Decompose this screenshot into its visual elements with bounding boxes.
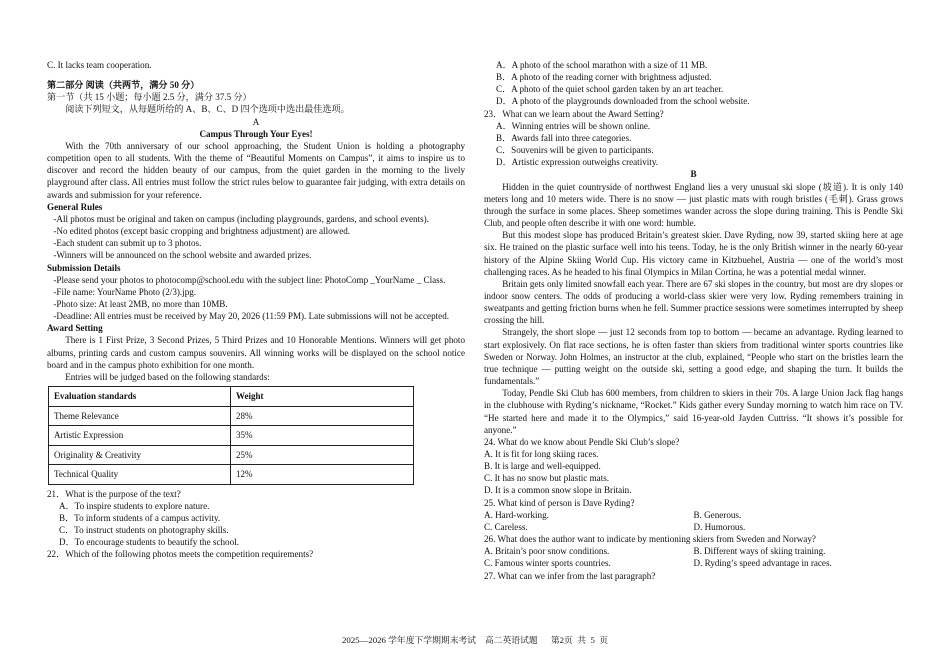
answer-option: A．To inspire students to explore nature. <box>59 500 210 511</box>
general-rule: -Winners will be announced on the school website and awarded prizes. <box>53 250 312 261</box>
general-rule: -No edited photos (except basic cropping and brightness adjustment) are allowed. <box>53 226 351 237</box>
table-header-row <box>49 387 414 407</box>
table-cell: 12% <box>231 465 414 485</box>
spacer <box>47 71 465 79</box>
passage-label-a: A <box>252 116 260 127</box>
question-stem: 26. What does the author want to indicate by mentioning skiers from Sweden and Norway? <box>484 534 816 545</box>
passage-label-b: B <box>690 169 697 180</box>
answer-option: B. Generous. <box>693 509 742 520</box>
question-stem: 23．What can we learn about the Award Setting? <box>484 108 664 119</box>
q20-option-c: C. It lacks team cooperation. <box>47 60 152 70</box>
table-cell: 35% <box>231 426 414 446</box>
answer-option: C. It has no snow but plastic mats. <box>484 473 610 484</box>
answer-option: C. Careless. <box>484 521 528 532</box>
table-row <box>49 426 414 446</box>
submission-heading: Submission Details <box>47 262 121 273</box>
answer-option: C. Famous winter sports countries. <box>484 558 611 569</box>
submission-rule: -File name: YourName Photo (2/3).jpg. <box>53 286 197 297</box>
answer-option: D．A photo of the playgrounds downloaded from the school website. <box>496 96 750 107</box>
general-rule: -All photos must be original and taken on campus (including playgrounds, gardens, and school events). <box>53 213 429 224</box>
table-cell: 25% <box>231 445 414 465</box>
answer-option: B．To inform students of a campus activity. <box>59 512 221 523</box>
passage-paragraph: Hidden in the quiet countryside of northwest England lies a very unusual ski slope (坡道). It is only 140 meters long and 10 meters wide. There is no snow — just plastic mats with rough bristles (毛刺). Grass grows through the surface in some places. Sheep sometimes wander across the slope during training. This is Pendle Ski Club, and people often describe it with one word: humble. <box>484 181 903 229</box>
passage-paragraph: But this modest slope has produced Britain’s greatest skier. Dave Ryding, now 39, started skiing here at age six. He trained on the plastic surface well into his teens. Today, he is the only British winner in the nearly 60-year history of the Alpine Skiing World Cup. His victory came in Kitzbuehel, Austria — one of the world’s most challenging races. As he headed to his final Olympics in Milan Cortina, he was a potential medal winner. <box>484 230 903 277</box>
instruction: 阅读下列短文，从每题所给的 A、B、C、D 四个选项中选出最佳选项。 <box>65 104 350 115</box>
answer-option: A．A photo of the school marathon with a size of 11 MB. <box>496 60 708 70</box>
question-stem: 21．What is the purpose of the text? <box>47 488 181 499</box>
section-title: 第一节（共 15 小题；每小题 2.5 分，满分 37.5 分） <box>47 92 252 103</box>
option-row <box>484 509 903 521</box>
passage-paragraph: Today, Pendle Ski Club has 600 members, from children to skiers in their 70s. A large Union Jack flag hangs in the clubhouse with Ryding’s nickname, “Rocket.” Kids gather every Sunday morning to watch him race on TV. “He started here and made it to the Olympics,” said 16-year-old Jayden Cuttriss. “It shows it’s possible for anyone.” <box>484 388 903 435</box>
part-title: 第二部分 阅读（共两节，满分 50 分） <box>47 80 200 91</box>
passage-paragraph: Strangely, the short slope — just 12 seconds from top to bottom — became an advantage. Ryding learned to start explosively. On flat race sections, he is often faster than skiers from traditional winter sports countries like Sweden or Norway. John Holmes, an instructor at the club, explained, “People who start on the bristles learn the true technique — putting weight on the outside ski, setting a good edge, and shaping the turn. It builds the fundamentals.” <box>484 327 903 387</box>
answer-option: A．Winning entries will be shown online. <box>496 120 651 131</box>
answer-option: B. It is large and well-equipped. <box>484 461 601 472</box>
table-cell: Theme Relevance <box>49 406 231 426</box>
table-cell: Originality & Creativity <box>49 445 231 465</box>
table-header: Evaluation standards <box>49 387 231 407</box>
question-stem: 22．Which of the following photos meets the competition requirements? <box>47 549 314 560</box>
option-row <box>484 521 903 533</box>
judged-text: Entries will be judged based on the following standards: <box>65 371 270 382</box>
table-row <box>49 406 414 426</box>
passage-paragraph: Britain gets only limited snowfall each year. There are 67 ski slopes in the country, but most are dry slopes or indoor snow centers. The odds of producing a world-class skier were very low. Ryding remembers training in sweatpants and getting friction burns when he fell. Summer practice sessions were sometimes interrupted by sheep crossing the hill. <box>484 278 903 326</box>
answer-option: D．Artistic expression outweighs creativity. <box>496 157 659 168</box>
intro-paragraph: With the 70th anniversary of our school approaching, the Student Union is holding a photography competition open to all students. With the theme of “Beautiful Moments on Campus”, it aims to inspire us to discover and record the hidden beauty of our campus, from the quiet garden in the morning to the lively playground after class. All entries must follow the strict rules below to guarantee fair judging, with extra details on awards and submission for your reference. <box>47 140 465 200</box>
general-rules-heading: General Rules <box>47 201 103 212</box>
evaluation-table <box>48 386 414 485</box>
answer-option: A. Hard-working. <box>484 509 549 520</box>
general-rule: -Each student can submit up to 3 photos. <box>53 238 202 249</box>
submission-rule: -Please send your photos to photocomp@school.edu with the subject line: PhotoComp _YourName _ Class. <box>53 274 446 285</box>
question-stem: 24. What do we know about Pendle Ski Club’s slope? <box>484 436 680 447</box>
answer-option: A. It is fit for long skiing races. <box>484 449 599 459</box>
question-stem: 25. What kind of person is Dave Ryding? <box>484 497 635 508</box>
answer-option: B．Awards fall into three categories. <box>496 132 632 143</box>
answer-option: D. Humorous. <box>693 521 746 532</box>
submission-rule: -Deadline: All entries must be received by May 20, 2026 (11:59 PM). Late submissions will not be accepted. <box>53 311 450 322</box>
table-cell: 28% <box>231 406 414 426</box>
answer-option: A. Britain’s poor snow conditions. <box>484 546 610 557</box>
answer-option: C．Souvenirs will be given to participants. <box>496 145 654 156</box>
answer-option: B．A photo of the reading corner with brightness adjusted. <box>496 72 712 83</box>
answer-option: D．To encourage students to beautify the school. <box>59 537 239 548</box>
award-paragraph: There is 1 First Prize, 3 Second Prizes, 5 Third Prizes and 10 Honorable Mentions. Winners will get photo albums, printing cards and custom campus souvenirs. All winning works will be displayed on the school notice board and in the campus photo exhibition for one month. <box>47 335 465 370</box>
option-row <box>484 557 903 569</box>
answer-option: D. Ryding’s speed advantage in races. <box>693 558 832 569</box>
option-row <box>484 545 903 557</box>
table-cell: Technical Quality <box>49 465 231 485</box>
answer-option: C．To instruct students on photography skills. <box>59 525 229 536</box>
question-stem: 27. What can we infer from the last paragraph? <box>484 570 656 581</box>
answer-option: D. It is a common snow slope in Britain. <box>484 485 632 496</box>
page-footer: 2025—2026 学年度下学期期末考试 高二英语试题 第2页 共 5 页 <box>341 635 609 645</box>
passage-title: Campus Through Your Eyes! <box>199 128 313 139</box>
submission-rule: -Photo size: At least 2MB, no more than 10MB. <box>53 298 228 309</box>
table-row <box>49 445 414 465</box>
table-row <box>49 465 414 485</box>
table-cell: Artistic Expression <box>49 426 231 446</box>
table-header: Weight <box>231 387 414 407</box>
answer-option: B. Different ways of skiing training. <box>693 546 826 557</box>
award-heading: Award Setting <box>47 323 103 334</box>
answer-option: C．A photo of the quiet school garden taken by an art teacher. <box>496 84 724 95</box>
right-column <box>484 59 903 582</box>
left-column <box>47 59 465 561</box>
